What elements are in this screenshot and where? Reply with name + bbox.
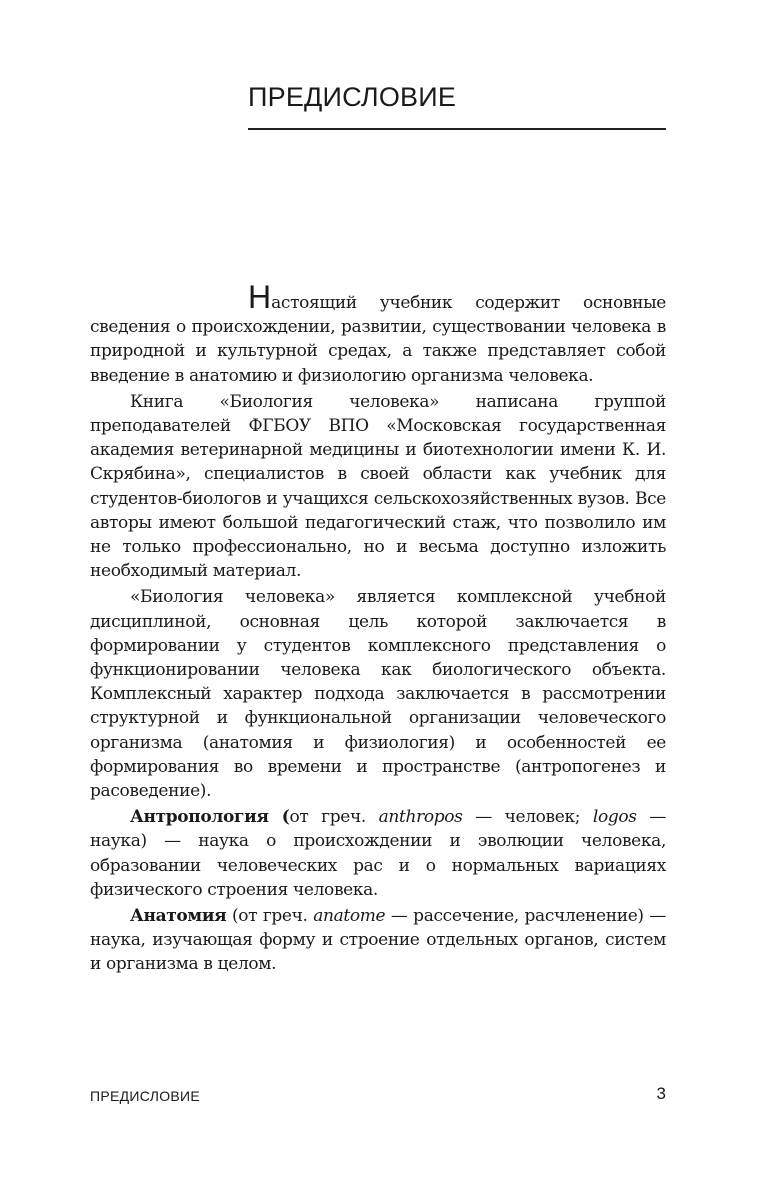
etymology-word: logos [592, 807, 637, 828]
etymology-word: anatome [313, 906, 386, 927]
paragraph-discipline: «Биология человека» является комплексной учебной дисциплиной, основная цель которой заключается в формировании у студентов комплексного представления о функционировании человека как биологического объекта. Комплексный характер подхода заключается в рассмотрении структурной и функциональной организации человеческого организма (анатомия и физиология) и особенностей ее формирования во времени и пространстве (антропогенез и расоведение). [90, 587, 666, 802]
etymology-word: anthropos [378, 807, 463, 828]
title-underline [248, 128, 666, 130]
paragraph-intro [90, 279, 666, 388]
term-anthropology-paren: ( [268, 807, 290, 828]
term-anthropology: Антропология [130, 807, 269, 828]
definition-text: — рассечение, расчленение) — наука, изучающая форму и строение отдельных органов, систем и организма в целом. [90, 906, 666, 975]
definition-text: — человек; [462, 807, 593, 828]
paragraph-book-about: Книга «Биология человека» написана группой преподавателей ФГБОУ ВПО «Московская государственная академия ветеринарной медицины и биотехнологии имени К. И. Скрябина», специалистов в своей области как учебник для студентов-биологов и учащихся сельскохозяйственных вузов. Все авторы имеют большой педагогический стаж, что позволило им не только профессионально, но и весьма доступно изложить необходимый материал. [90, 391, 666, 582]
definition-text: от греч. [289, 807, 379, 828]
paragraph-intro-text: астоящий учебник содержит основные сведения о происхождении, развитии, существовании человека в природной и культурной средах, а также представляет собой введение в анатомию и физиологию организма человека. [90, 293, 666, 386]
paragraph-anatomy [90, 904, 666, 977]
definition-text: (от греч. [226, 906, 314, 927]
running-footer-title: ПРЕДИСЛОВИЕ [90, 1088, 201, 1104]
definition-text: — наука) — наука о происхождении и эволюции человека, образовании человеческих рас и о нормальных вариациях физического строения человека. [90, 807, 666, 900]
body-text [90, 279, 666, 977]
paragraph-anthropology [90, 805, 666, 902]
page-number: 3 [656, 1084, 666, 1103]
term-anatomy: Анатомия [130, 906, 227, 927]
chapter-title: ПРЕДИСЛОВИЕ [248, 82, 457, 112]
drop-cap: Н [248, 279, 272, 315]
